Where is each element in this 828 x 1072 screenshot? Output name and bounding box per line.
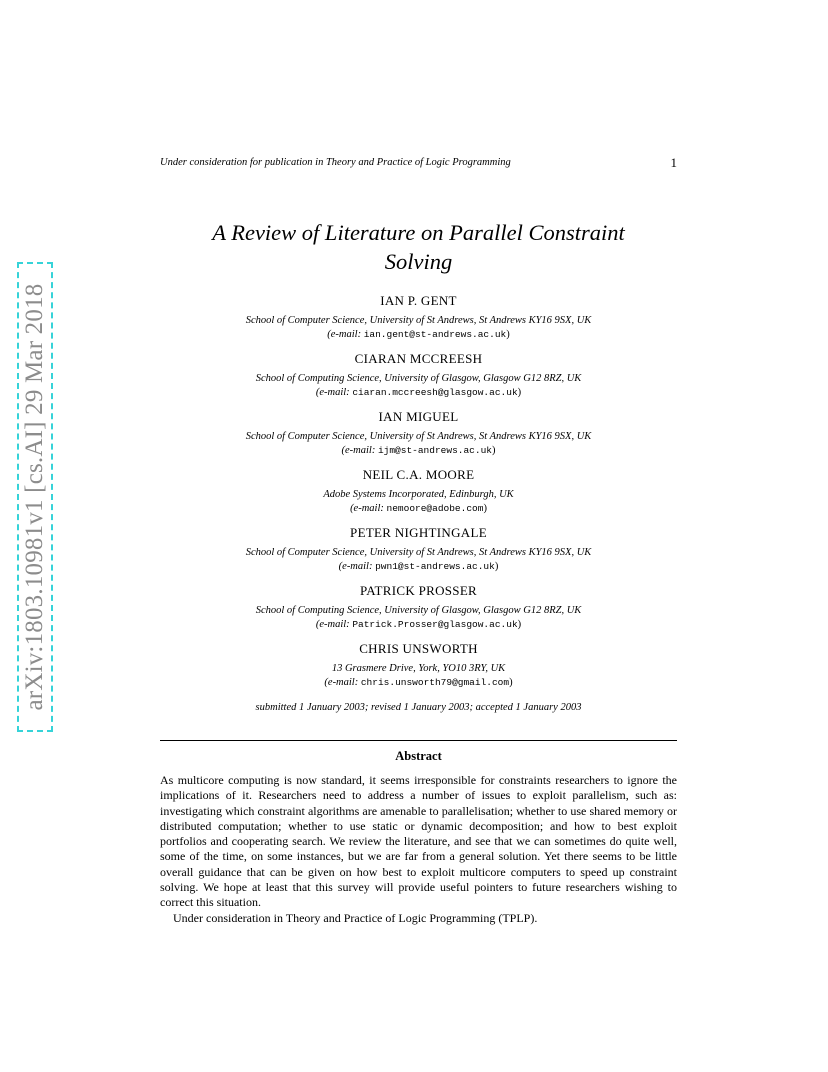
- author-affiliation: School of Computing Science, University of Glasgow, Glasgow G12 8RZ, UK: [255, 605, 582, 616]
- author-email-line: [160, 386, 677, 400]
- author-email[interactable]: ian.gent@st-andrews.ac.uk: [363, 329, 507, 340]
- author-email-line: [160, 560, 677, 574]
- email-label: (e-mail:: [324, 677, 359, 688]
- author-list: [160, 292, 677, 698]
- email-close: ): [517, 387, 522, 398]
- email-close: ): [509, 677, 513, 688]
- author-block: [160, 524, 677, 582]
- author-affiliation: 13 Grasmere Drive, York, YO10 3RY, UK: [331, 663, 506, 674]
- author-affiliation: School of Computer Science, University of St Andrews, St Andrews KY16 9SX, UK: [245, 547, 592, 558]
- author-email-line: [160, 676, 677, 690]
- email-label: (e-mail:: [315, 387, 350, 398]
- author-name: PATRICK PROSSER: [359, 583, 478, 598]
- horizontal-rule: [160, 740, 677, 741]
- author-name: NEIL C.A. MOORE: [362, 467, 475, 482]
- author-email-line: [160, 444, 677, 458]
- author-block: [160, 408, 677, 466]
- email-close: ): [506, 329, 510, 340]
- running-head: Under consideration for publication in Theory and Practice of Logic Programming: [160, 157, 511, 168]
- author-email-line: [160, 502, 677, 516]
- author-block: [160, 640, 677, 698]
- arxiv-stamp-text: arXiv:1803.10981v1 [cs.AI] 29 Mar 2018: [21, 283, 48, 711]
- paper-title: [160, 218, 677, 276]
- abstract-paragraph: As multicore computing is now standard, it seems irresponsible for constraints researchers to ignore the implications of it. Researchers need to address a number of issues to exploit parallelism, such as: investigating which constraint algorithms are amenable to parallelisation; whether to use shared memory or distributed computation; whether to use static or dynamic decomposition; and how to best exploit portfolios and cooperating search. We review the literature, and see that we can sometimes do quite well, some of the time, on some instances, but we are far from a general solution. Yet there seems to be little overall guidance that can be given on how best to exploit multicore computers to speed up constraint solving. We hope at least that this survey will provide useful pointers to future researchers wishing to correct this situation.: [160, 773, 677, 910]
- abstract-paragraph: Under consideration in Theory and Practice of Logic Programming (TPLP).: [173, 910, 538, 925]
- submission-dates: submitted 1 January 2003; revised 1 January 2003; accepted 1 January 2003: [255, 702, 582, 713]
- email-label: (e-mail:: [350, 503, 384, 514]
- author-email[interactable]: chris.unsworth79@gmail.com: [360, 677, 510, 688]
- author-name: CIARAN MCCREESH: [354, 351, 483, 366]
- author-email-line: [160, 618, 677, 632]
- author-affiliation: Adobe Systems Incorporated, Edinburgh, UK: [323, 489, 514, 500]
- title-line-1: A Review of Literature on Parallel Constraint: [212, 220, 625, 245]
- abstract-heading: Abstract: [395, 749, 442, 763]
- page-number: 1: [670, 155, 677, 170]
- author-email[interactable]: nemoore@adobe.com: [386, 503, 484, 514]
- arxiv-stamp[interactable]: [17, 262, 53, 732]
- email-label: (e-mail:: [338, 561, 373, 572]
- author-affiliation: School of Computing Science, University of Glasgow, Glasgow G12 8RZ, UK: [255, 373, 582, 384]
- author-email[interactable]: pwn1@st-andrews.ac.uk: [375, 561, 495, 572]
- author-block: [160, 292, 677, 350]
- author-name: CHRIS UNSWORTH: [359, 641, 478, 656]
- email-close: ): [491, 445, 496, 456]
- title-line-2: Solving: [384, 249, 453, 274]
- email-label: (e-mail:: [315, 619, 350, 630]
- author-affiliation: School of Computer Science, University of St Andrews, St Andrews KY16 9SX, UK: [245, 315, 592, 326]
- author-email-line: [160, 328, 677, 342]
- author-block: [160, 466, 677, 524]
- author-block: [160, 582, 677, 640]
- author-email[interactable]: Patrick.Prosser@glasgow.ac.uk: [352, 619, 518, 630]
- author-email[interactable]: ciaran.mccreesh@glasgow.ac.uk: [352, 387, 518, 398]
- author-email[interactable]: ijm@st-andrews.ac.uk: [377, 445, 492, 456]
- abstract-body: [160, 773, 677, 926]
- email-label: (e-mail:: [341, 445, 376, 456]
- author-name: PETER NIGHTINGALE: [350, 525, 487, 540]
- email-close: ): [494, 561, 499, 572]
- email-label: (e-mail:: [327, 329, 362, 340]
- author-affiliation: School of Computer Science, University of St Andrews, St Andrews KY16 9SX, UK: [245, 431, 592, 442]
- author-block: [160, 350, 677, 408]
- author-name: IAN P. GENT: [380, 293, 457, 308]
- email-close: ): [483, 503, 487, 514]
- email-close: ): [517, 619, 522, 630]
- author-name: IAN MIGUEL: [378, 409, 459, 424]
